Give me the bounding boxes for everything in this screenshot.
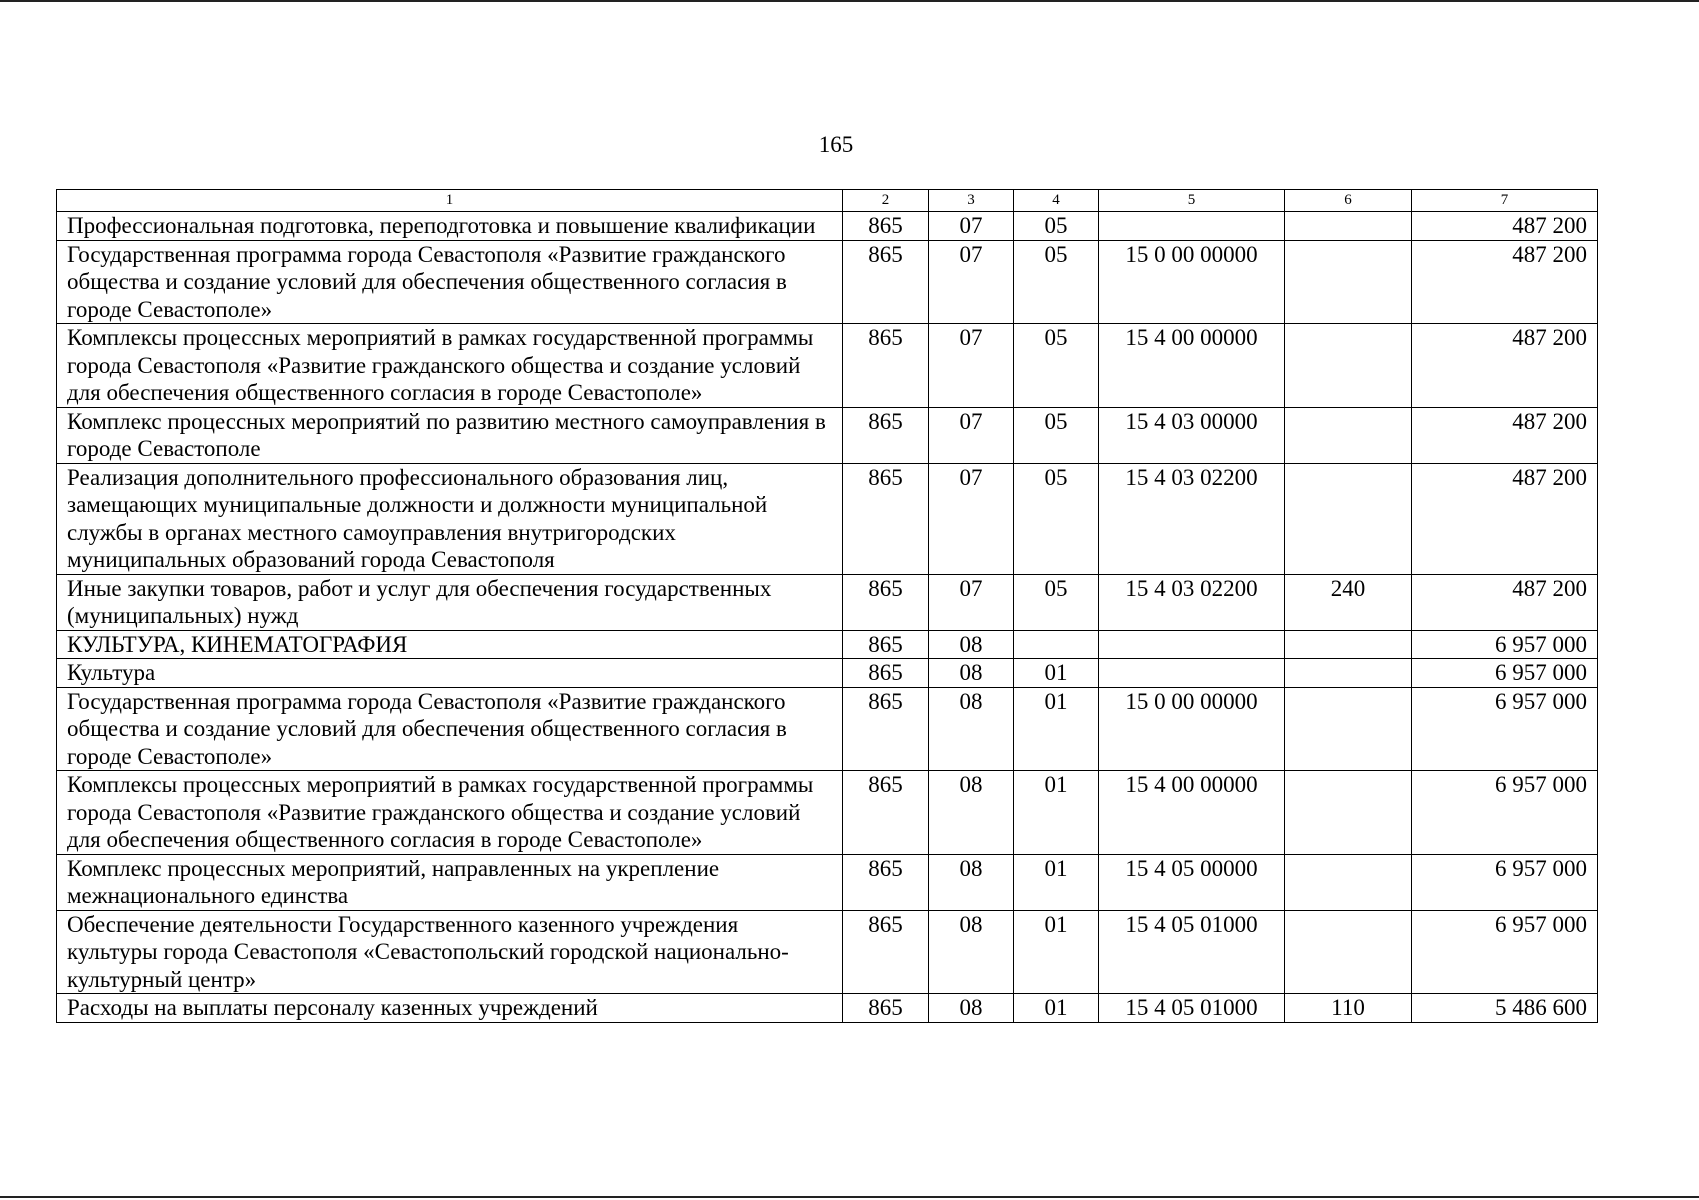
row-col4: 01 [1014,854,1099,910]
header-cell-3: 3 [929,190,1014,212]
row-col7: 6 957 000 [1412,854,1598,910]
row-col5: 15 0 00 00000 [1099,687,1285,771]
row-col2: 865 [843,771,929,855]
row-name: Реализация дополнительного профессионального образования лиц, замещающих муниципальные должности и должности муниципальной службы в органах местного самоуправления внутригородских муниципальных образований города Севастополя [57,463,843,574]
header-cell-2: 2 [843,190,929,212]
row-col2: 865 [843,463,929,574]
row-col4: 01 [1014,771,1099,855]
row-col4: 05 [1014,212,1099,241]
row-col4: 05 [1014,574,1099,630]
scan-top-edge [0,0,1699,2]
row-col3: 07 [929,324,1014,408]
row-col6 [1285,854,1412,910]
table-header-row [57,190,1598,212]
table-row [57,324,1598,408]
row-name: Государственная программа города Севастополя «Развитие гражданского общества и создание условий для обеспечения общественного согласия в городе Севастополе» [57,240,843,324]
row-col2: 865 [843,854,929,910]
table-row [57,407,1598,463]
header-cell-6: 6 [1285,190,1412,212]
scan-bottom-edge [0,1196,1699,1198]
row-name: Иные закупки товаров, работ и услуг для обеспечения государственных (муниципальных) нужд [57,574,843,630]
row-col5 [1099,212,1285,241]
row-name: Культура [57,659,843,688]
row-col6 [1285,407,1412,463]
row-col4: 05 [1014,463,1099,574]
row-col7: 487 200 [1412,574,1598,630]
row-col6 [1285,212,1412,241]
table-row [57,659,1598,688]
row-col3: 07 [929,212,1014,241]
row-col4: 01 [1014,994,1099,1023]
table-row [57,630,1598,659]
row-col7: 6 957 000 [1412,771,1598,855]
row-col7: 487 200 [1412,212,1598,241]
row-col2: 865 [843,659,929,688]
header-cell-5: 5 [1099,190,1285,212]
row-col3: 07 [929,574,1014,630]
header-cell-4: 4 [1014,190,1099,212]
table-row [57,910,1598,994]
row-col5: 15 4 05 00000 [1099,854,1285,910]
row-col3: 08 [929,910,1014,994]
row-col2: 865 [843,240,929,324]
row-col4 [1014,630,1099,659]
header-cell-1: 1 [57,190,843,212]
row-col2: 865 [843,630,929,659]
row-col4: 05 [1014,407,1099,463]
row-col7: 487 200 [1412,463,1598,574]
row-col3: 08 [929,659,1014,688]
row-name: КУЛЬТУРА, КИНЕМАТОГРАФИЯ [57,630,843,659]
row-col7: 6 957 000 [1412,630,1598,659]
row-col5: 15 4 05 01000 [1099,910,1285,994]
table-row [57,574,1598,630]
row-name: Расходы на выплаты персоналу казенных учреждений [57,994,843,1023]
table-row [57,771,1598,855]
row-col6 [1285,463,1412,574]
row-name: Комплекс процессных мероприятий по развитию местного самоуправления в городе Севастополе [57,407,843,463]
row-col3: 07 [929,240,1014,324]
row-col5: 15 4 03 02200 [1099,574,1285,630]
row-col5: 15 4 05 01000 [1099,994,1285,1023]
row-col6 [1285,630,1412,659]
row-col4: 01 [1014,687,1099,771]
row-col5: 15 4 00 00000 [1099,771,1285,855]
table-row [57,212,1598,241]
row-col6 [1285,659,1412,688]
row-col3: 07 [929,463,1014,574]
row-col7: 6 957 000 [1412,910,1598,994]
row-col5: 15 0 00 00000 [1099,240,1285,324]
row-col5: 15 4 03 02200 [1099,463,1285,574]
row-col7: 487 200 [1412,240,1598,324]
row-col4: 01 [1014,910,1099,994]
table-row [57,463,1598,574]
row-name: Комплексы процессных мероприятий в рамках государственной программы города Севастополя «Развитие гражданского общества и создание условий для обеспечения общественного согласия в городе Севастополе» [57,324,843,408]
row-col2: 865 [843,910,929,994]
page-number: 165 [818,132,854,157]
row-col6 [1285,240,1412,324]
row-col3: 08 [929,854,1014,910]
row-col3: 08 [929,771,1014,855]
row-col6 [1285,687,1412,771]
row-col7: 487 200 [1412,407,1598,463]
row-col5 [1099,659,1285,688]
row-col7: 6 957 000 [1412,659,1598,688]
table-row [57,994,1598,1023]
row-col4: 05 [1014,240,1099,324]
row-col2: 865 [843,324,929,408]
row-col7: 487 200 [1412,324,1598,408]
row-col2: 865 [843,212,929,241]
row-col6 [1285,771,1412,855]
table-row [57,240,1598,324]
row-col2: 865 [843,994,929,1023]
row-col4: 05 [1014,324,1099,408]
row-col6 [1285,910,1412,994]
row-name: Комплексы процессных мероприятий в рамках государственной программы города Севастополя «Развитие гражданского общества и создание условий для обеспечения общественного согласия в городе Севастополе» [57,771,843,855]
row-col3: 08 [929,994,1014,1023]
table-row [57,687,1598,771]
row-col7: 6 957 000 [1412,687,1598,771]
header-cell-7: 7 [1412,190,1598,212]
row-col2: 865 [843,407,929,463]
row-col5 [1099,630,1285,659]
row-name: Комплекс процессных мероприятий, направленных на укрепление межнационального единства [57,854,843,910]
row-col6: 110 [1285,994,1412,1023]
row-name: Государственная программа города Севастополя «Развитие гражданского общества и создание условий для обеспечения общественного согласия в городе Севастополе» [57,687,843,771]
row-col7: 5 486 600 [1412,994,1598,1023]
row-col3: 08 [929,687,1014,771]
row-col3: 07 [929,407,1014,463]
row-col2: 865 [843,574,929,630]
budget-table [56,189,1598,1023]
row-col5: 15 4 00 00000 [1099,324,1285,408]
row-col4: 01 [1014,659,1099,688]
row-col6: 240 [1285,574,1412,630]
row-name: Профессиональная подготовка, переподготовка и повышение квалификации [57,212,843,241]
row-col6 [1285,324,1412,408]
table-row [57,854,1598,910]
row-name: Обеспечение деятельности Государственного казенного учреждения культуры города Севастополя «Севастопольский городской национально-культурный центр» [57,910,843,994]
row-col3: 08 [929,630,1014,659]
row-col2: 865 [843,687,929,771]
row-col5: 15 4 03 00000 [1099,407,1285,463]
